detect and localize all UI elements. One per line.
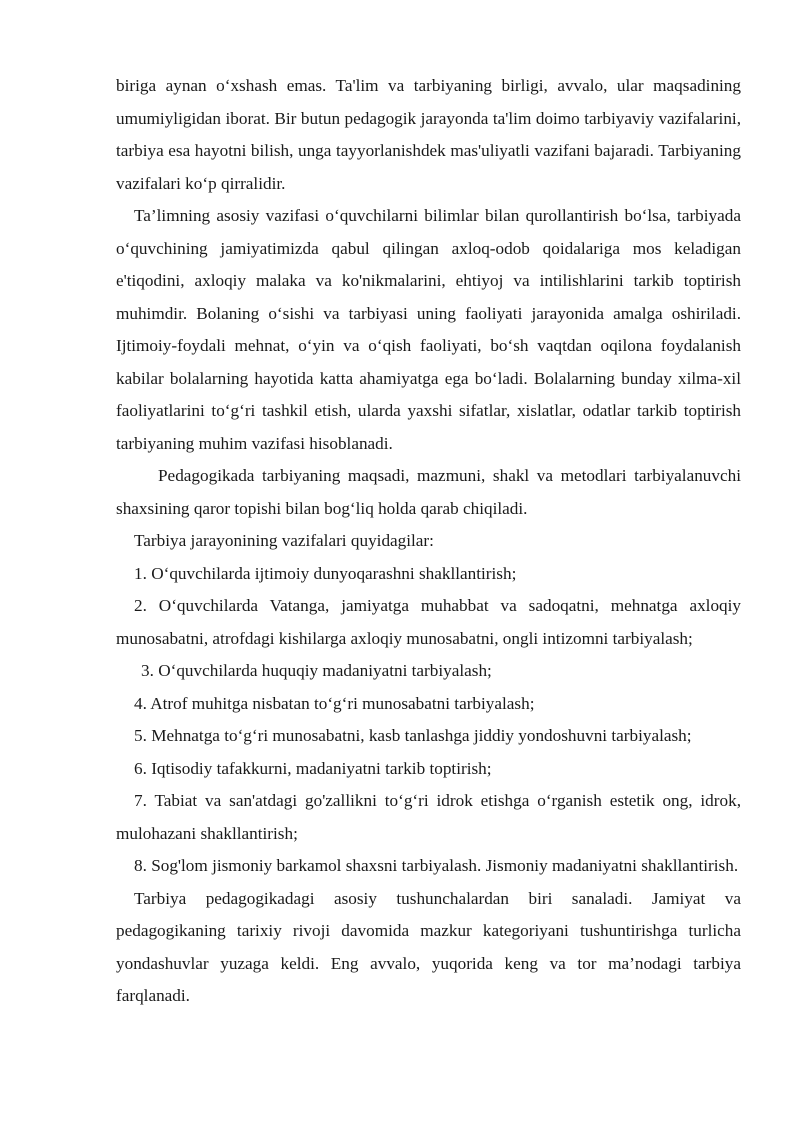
- list-item-3: 3. O‘quvchilarda huquqiy madaniyatni tarbiyalash;: [141, 661, 492, 680]
- paragraph-list-heading: Tarbiya jarayonining vazifalari quyidagilar:: [134, 531, 434, 550]
- paragraph-pedagogy: Pedagogikada tarbiyaning maqsadi, mazmuni, shakl va metodlari tarbiyalanuvchi shaxsining qaror topishi bilan bog‘liq holda qarab chiqiladi.: [116, 466, 741, 518]
- paragraph-education-tasks: Ta’limning asosiy vazifasi o‘quvchilarni bilimlar bilan qurollantirish bo‘lsa, tarbiyada o‘quvchining jamiyatimizda qabul qilingan axloq-odob qoidalariga mos keladigan e'tiqodini, axloqiy malaka va ko'nikmalarini, ehtiyoj va intilishlarini tarkib toptirish muhimdir. Bolaning o‘sishi va tarbiyasi uning faoliyati jarayonida amalga oshiriladi. Ijtimoiy-foydali mehnat, o‘yin va o‘qish faoliyati, bo‘sh vaqtdan oqilona foydalanish kabilar bolalarning hayotida katta ahamiyatga ega bo‘ladi. Bolalarning bunday xilma-xil faoliyatlarini to‘g‘ri tashkil etish, ularda yaxshi sifatlar, xislatlar, odatlar tarkib toptirish tarbiyaning muhim vazifasi hisoblanadi.: [116, 206, 741, 453]
- list-item-7: 7. Tabiat va san'atdagi go'zallikni to‘g‘ri idrok etishga o‘rganish estetik ong, idrok, mulohazani shakllantirish;: [116, 791, 741, 843]
- list-item-6: 6. Iqtisodiy tafakkurni, madaniyatni tarkib toptirish;: [134, 758, 492, 778]
- paragraph-closing: Tarbiya pedagogikadagi asosiy tushunchalardan biri sanaladi. Jamiyat va pedagogikaning tarixiy rivoji davomida mazkur kategoriyani tushuntirishga turlicha yondashuvlar yuzaga keldi. Eng avvalo, yuqorida keng va tor ma’nodagi tarbiya farqlanadi.: [116, 888, 741, 1005]
- list-item-5: 5. Mehnatga to‘g‘ri munosabatni, kasb tanlashga jiddiy yondoshuvni tarbiyalash;: [134, 726, 692, 745]
- list-item-4: 4. Atrof muhitga nisbatan to‘g‘ri munosabatni tarbiyalash;: [134, 693, 535, 713]
- document-page: [116, 70, 741, 1013]
- list-item-1: 1. O‘quvchilarda ijtimoiy dunyoqarashni shakllantirish;: [134, 563, 517, 583]
- list-item-2: 2. O‘quvchilarda Vatanga, jamiyatga muhabbat va sadoqatni, mehnatga axloqiy munosabatni, atrofdagi kishilarga axloqiy munosabatni, ongli intizomni tarbiyalash;: [116, 596, 741, 648]
- list-item-8: 8. Sog'lom jismoniy barkamol shaxsni tarbiyalash. Jismoniy madaniyatni shakllantirish.: [134, 856, 739, 875]
- paragraph-intro: biriga aynan o‘xshash emas. Ta'lim va tarbiyaning birligi, avvalo, ular maqsadining umumiyligidan iborat. Bir butun pedagogik jarayonda ta'lim doimo tarbiyaviy vazifalarini, tarbiya esa hayotni bilish, unga tayyorlanishdek mas'uliyatli vazifani bajaradi. Tarbiyaning vazifalari ko‘p qirralidir.: [116, 76, 741, 193]
